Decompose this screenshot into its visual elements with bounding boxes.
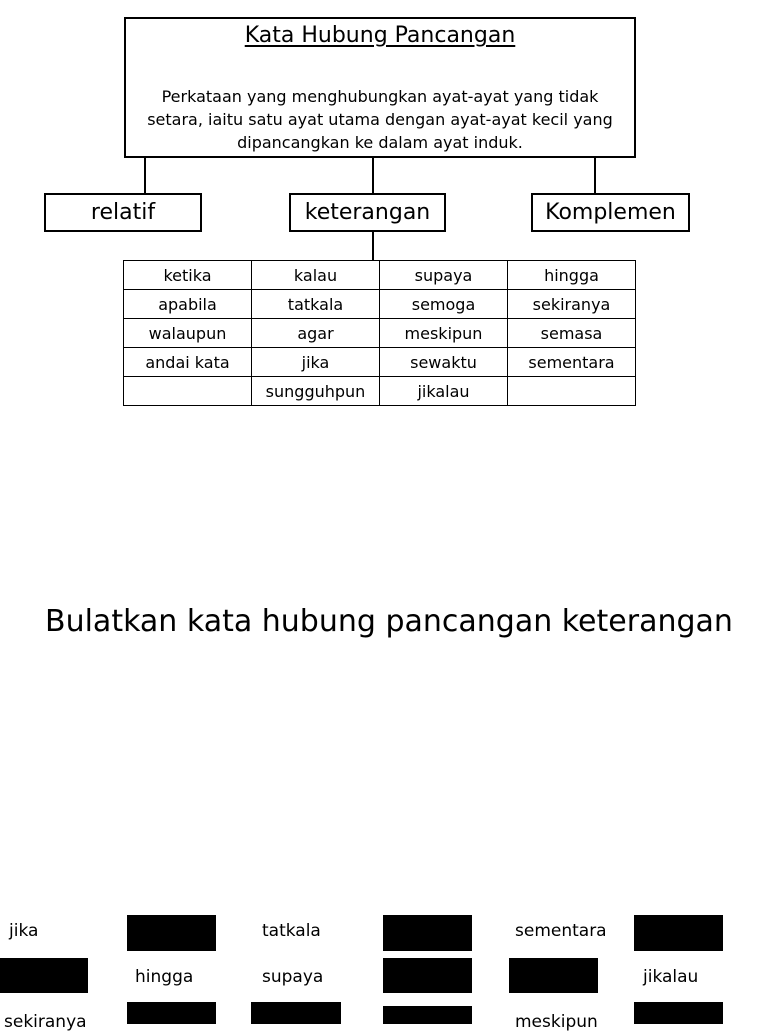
conjunction-table <box>123 260 636 406</box>
table-cell: hingga <box>508 261 636 290</box>
table-cell: sekiranya <box>508 290 636 319</box>
table-cell: ketika <box>124 261 252 290</box>
redacted-block <box>383 958 472 993</box>
table-cell: tatkala <box>252 290 380 319</box>
table-cell: semasa <box>508 319 636 348</box>
table-cell: agar <box>252 319 380 348</box>
connector-line-left <box>144 157 146 194</box>
table-cell: sementara <box>508 348 636 377</box>
table-row <box>124 348 636 377</box>
connector-line-middle <box>372 157 374 194</box>
redacted-block <box>634 915 723 951</box>
word-hingga[interactable]: hingga <box>135 967 194 987</box>
word-meskipun[interactable]: meskipun <box>515 1012 598 1032</box>
word-jikalau[interactable]: jikalau <box>643 967 699 987</box>
table-cell: sewaktu <box>380 348 508 377</box>
table-row <box>124 261 636 290</box>
redacted-block <box>634 1002 723 1024</box>
table-cell: walaupun <box>124 319 252 348</box>
redacted-block <box>127 915 216 951</box>
table-cell: kalau <box>252 261 380 290</box>
table-cell: jika <box>252 348 380 377</box>
table-cell: semoga <box>380 290 508 319</box>
category-komplemen: Komplemen <box>531 193 690 232</box>
table-cell: jikalau <box>380 377 508 406</box>
word-tatkala[interactable]: tatkala <box>262 921 321 941</box>
redacted-block <box>383 1006 472 1024</box>
redacted-block <box>383 915 472 951</box>
table-cell: sungguhpun <box>252 377 380 406</box>
definition-text: Perkataan yang menghubungkan ayat-ayat yang tidak setara, iaitu satu ayat utama dengan ayat-ayat kecil yang dipancangkan ke dalam ayat induk. <box>147 87 613 152</box>
category-keterangan: keterangan <box>289 193 446 232</box>
table-row <box>124 377 636 406</box>
word-sekiranya[interactable]: sekiranya <box>4 1012 87 1032</box>
table-cell <box>124 377 252 406</box>
table-row <box>124 290 636 319</box>
redacted-block <box>127 1002 216 1024</box>
word-supaya[interactable]: supaya <box>262 967 324 987</box>
table-cell: supaya <box>380 261 508 290</box>
connector-line-table <box>372 231 374 261</box>
instruction-text: Bulatkan kata hubung pancangan keterangan <box>45 604 733 639</box>
table-cell: andai kata <box>124 348 252 377</box>
table-cell: apabila <box>124 290 252 319</box>
table-row <box>124 319 636 348</box>
definition-box <box>124 17 636 158</box>
word-sementara[interactable]: sementara <box>515 921 607 941</box>
redacted-block <box>251 1002 341 1024</box>
category-relatif: relatif <box>44 193 202 232</box>
word-jika[interactable]: jika <box>9 921 39 941</box>
table-cell: meskipun <box>380 319 508 348</box>
definition-title: Kata Hubung Pancangan <box>244 23 516 48</box>
redacted-block <box>0 958 88 993</box>
connector-line-right <box>594 157 596 194</box>
redacted-block <box>509 958 598 993</box>
table-cell <box>508 377 636 406</box>
